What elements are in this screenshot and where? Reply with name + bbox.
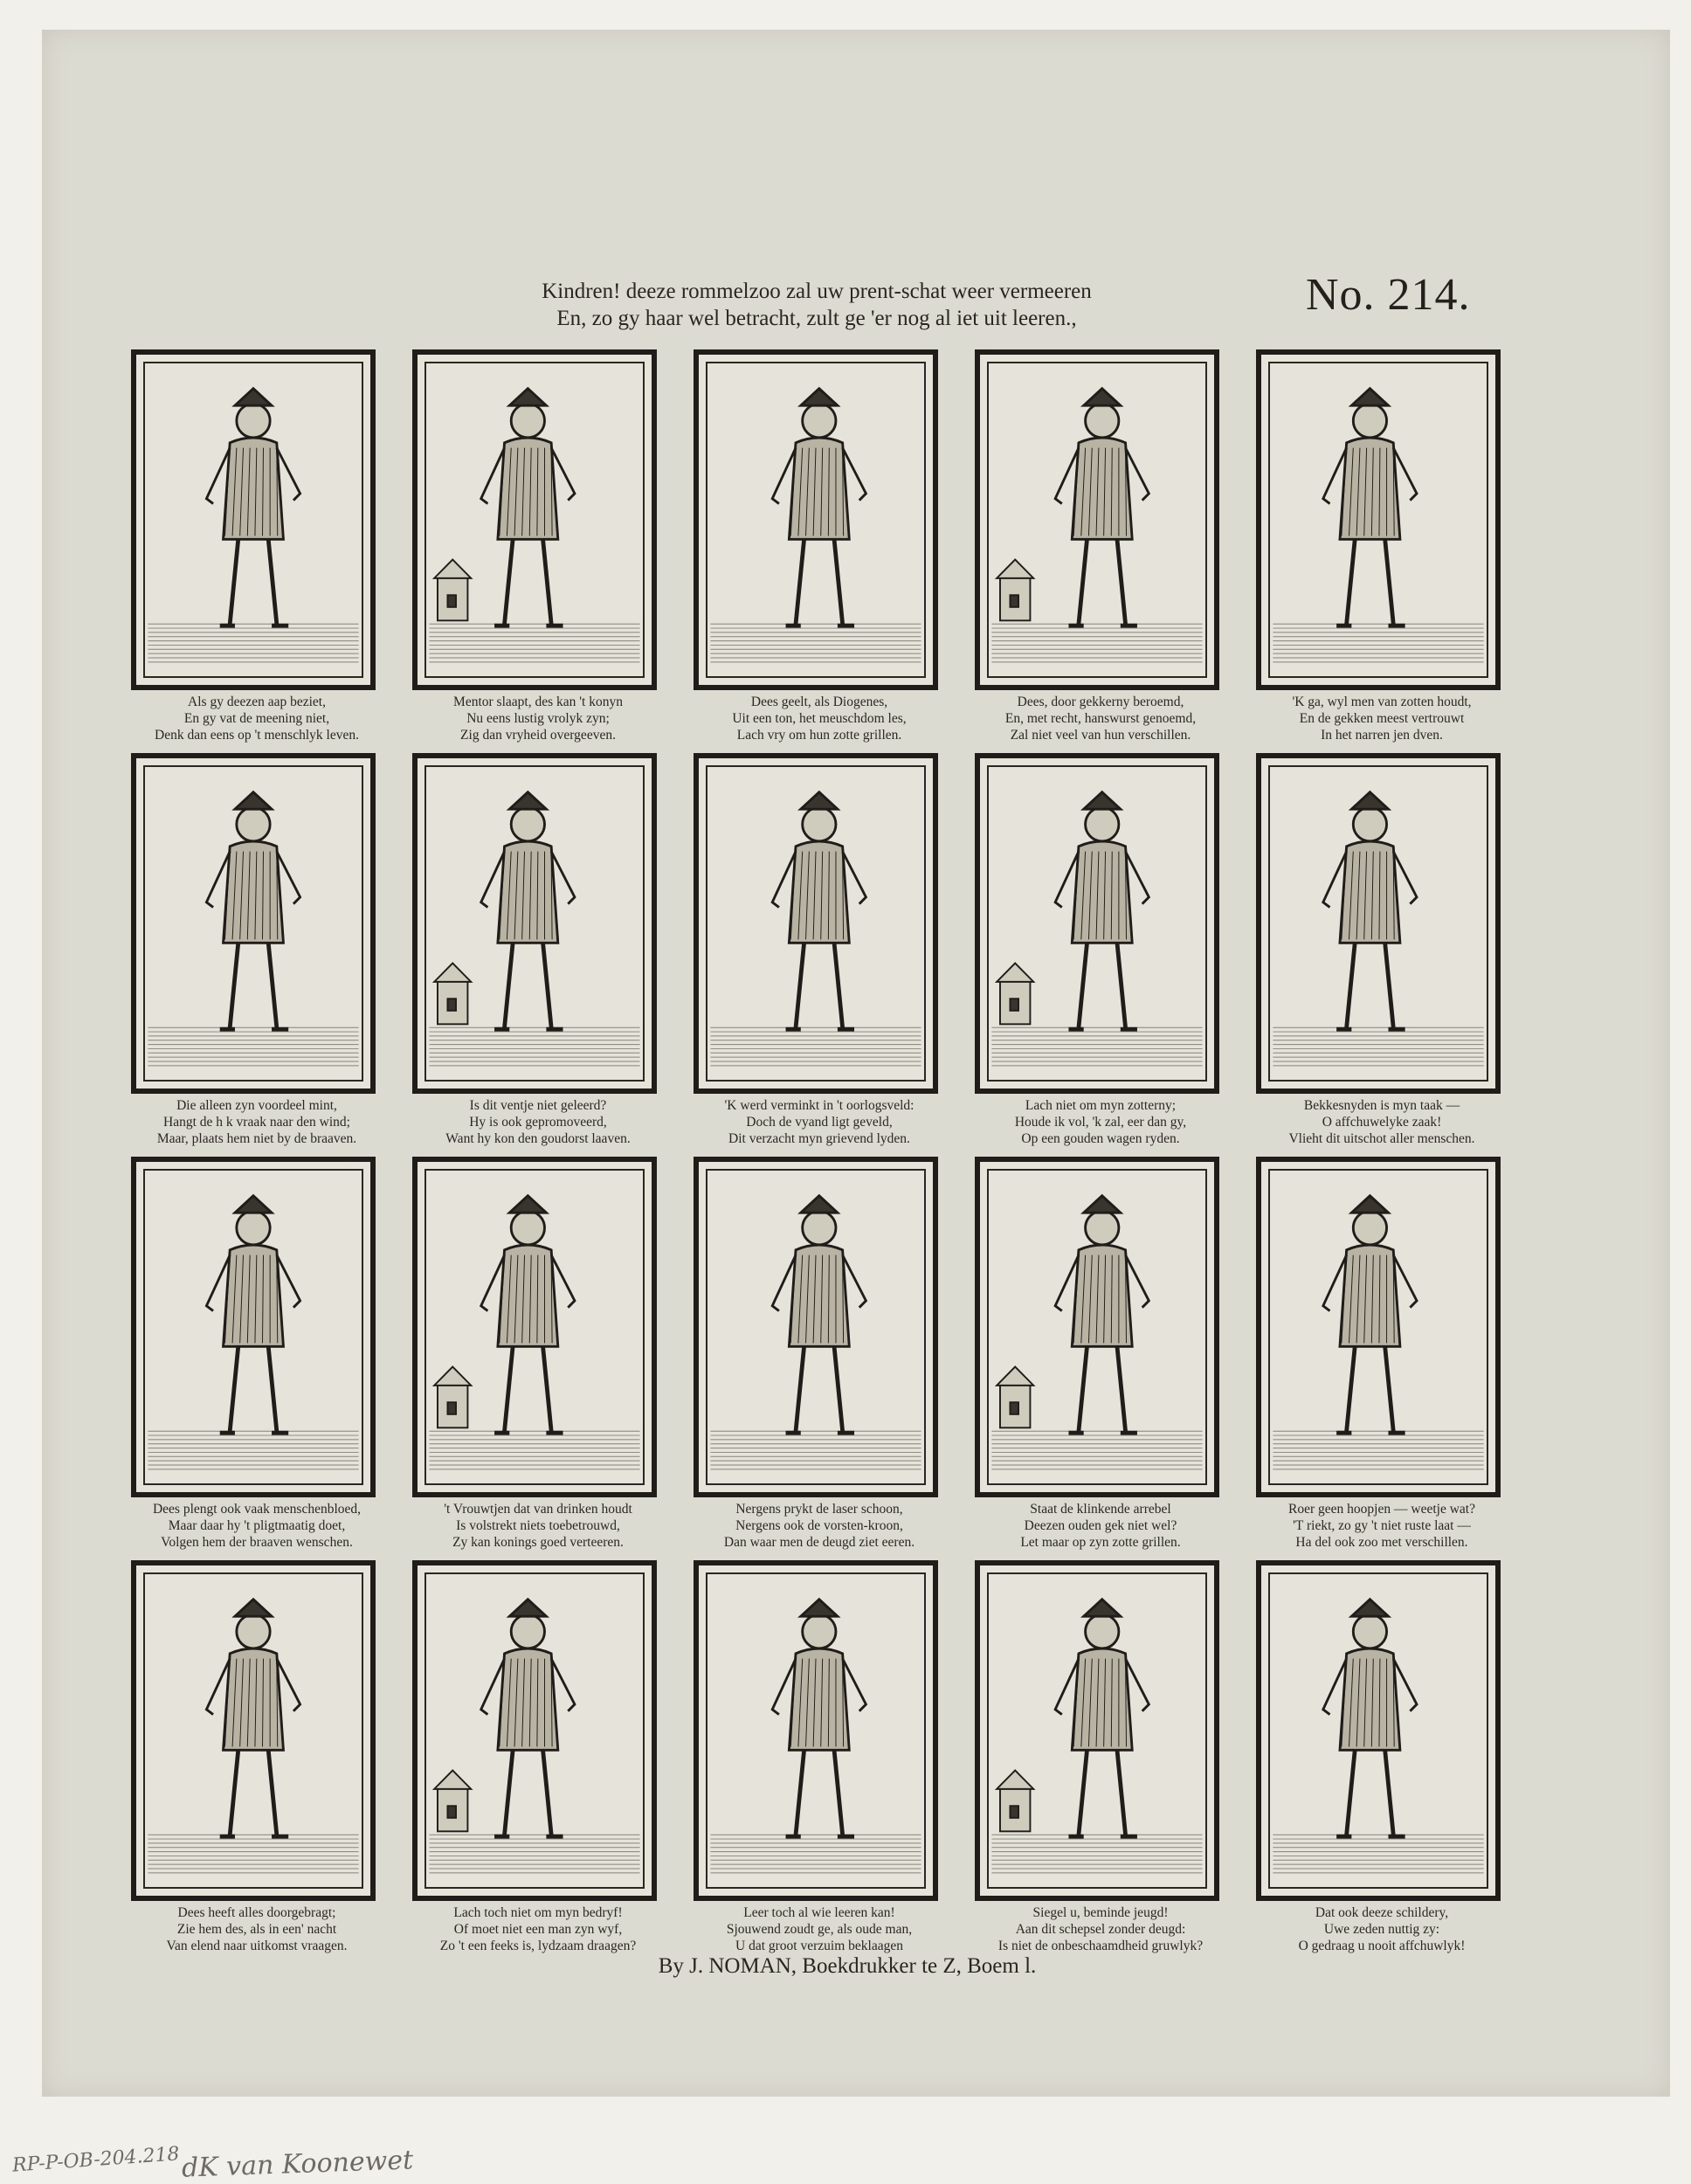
verse-line: En gy vat de meening niet, [183, 711, 330, 726]
print-cell [412, 1560, 671, 1955]
woodcut-image [412, 1560, 657, 1901]
verse-line: Zo 't een feeks is, lydzaam draagen? [439, 1939, 637, 1953]
verse-caption [1251, 1501, 1513, 1551]
print-cell [694, 1560, 952, 1955]
print-cell [131, 349, 390, 744]
woodcut-image [975, 1560, 1219, 1901]
verse-caption [126, 1904, 388, 1954]
woodcut-image [131, 1560, 376, 1901]
verse-line: Leer toch al wie leeren kan! [743, 1905, 895, 1920]
verse-line: Volgen hem der braaven wenschen. [161, 1535, 353, 1550]
verse-line: Let maar op zyn zotte grillen. [1020, 1535, 1181, 1550]
print-cell [131, 753, 390, 1148]
woodcut-image [131, 1157, 376, 1497]
verse-line: Want hy kon den goudorst laaven. [445, 1131, 631, 1146]
print-cell [131, 1560, 390, 1955]
collector-signature: dK van Koonewet [181, 2145, 414, 2184]
verse-line: Lach niet om myn zotterny; [1025, 1098, 1177, 1113]
print-cell [694, 753, 952, 1148]
print-cell [1256, 753, 1515, 1148]
verse-line: Zal niet veel van hun verschillen. [1010, 728, 1191, 743]
verse-line: Nergens ook de vorsten-kroon, [735, 1518, 903, 1533]
print-cell [975, 1157, 1233, 1552]
printer-imprint: By J. NOMAN, Boekdrukker te Z, Boem l. [658, 1954, 1037, 1978]
woodcut-image [131, 753, 376, 1094]
verse-caption [126, 694, 388, 743]
verse-line: O affchuwelyke zaak! [1322, 1115, 1442, 1130]
verse-line: Dit verzacht myn grievend lyden. [728, 1131, 910, 1146]
verse-line: Is volstrekt niets toebetrouwd, [456, 1518, 620, 1533]
woodcut-image [975, 349, 1219, 690]
print-cell [412, 1157, 671, 1552]
verse-caption [688, 1097, 950, 1147]
verse-line: Maar daar hy 't pligtmaatig doet, [168, 1518, 346, 1533]
verse-line: Of moet niet een man zyn wyf, [453, 1922, 623, 1937]
verse-caption [970, 1097, 1232, 1147]
print-cell [412, 753, 671, 1148]
verse-line: 'K ga, wyl men van zotten houdt, [1292, 695, 1472, 709]
print-number: No. 214. [1306, 270, 1471, 320]
verse-line: Nu eens lustig vrolyk zyn; [466, 711, 610, 726]
woodcut-image [1256, 753, 1501, 1094]
header-line-2: En, zo gy haar wel betracht, zult ge 'er nog al iet uit leeren., [556, 307, 1077, 330]
verse-caption [1251, 1904, 1513, 1954]
verse-line: Deezen ouden gek niet wel? [1024, 1518, 1177, 1533]
inventory-number: RP-P-OB-204.218 [11, 2143, 181, 2177]
verse-line: In het narren jen dven. [1321, 728, 1443, 743]
verse-caption [407, 694, 669, 743]
verse-line: Mentor slaapt, des kan 't konyn [453, 695, 623, 709]
verse-line: Aan dit schepsel zonder deugd: [1015, 1922, 1186, 1937]
woodcut-image [694, 349, 938, 690]
verse-line: Hangt de h k vraak naar den wind; [163, 1115, 350, 1130]
woodcut-image [975, 753, 1219, 1094]
verse-line: Zy kan konings goed verteeren. [452, 1535, 624, 1550]
woodcut-image [412, 349, 657, 690]
verse-caption [407, 1501, 669, 1551]
verse-line: Roer geen hoopjen — weetje wat? [1288, 1502, 1475, 1517]
verse-line: Ha del ook zoo met verschillen. [1295, 1535, 1468, 1550]
verse-line: Staat de klinkende arrebel [1030, 1502, 1171, 1517]
verse-line: Dat ook deeze schildery, [1315, 1905, 1449, 1920]
verse-line: Lach toch niet om myn bedryf! [453, 1905, 623, 1920]
verse-caption [1251, 1097, 1513, 1147]
print-cell [975, 753, 1233, 1148]
verse-line: Houde ik vol, 'k zal, eer dan gy, [1014, 1115, 1187, 1130]
verse-caption [126, 1501, 388, 1551]
verse-caption [1251, 694, 1513, 743]
verse-line: U dat groot verzuim beklaagen [735, 1939, 903, 1953]
verse-line: Dees geelt, als Diogenes, [750, 695, 888, 709]
verse-line: Denk dan eens op 't menschlyk leven. [155, 728, 359, 743]
verse-line: Vlieht dit uitschot aller menschen. [1288, 1131, 1475, 1146]
verse-line: Dees heeft alles doorgebragt; [177, 1905, 336, 1920]
verse-line: Dan waar men de deugd ziet eeren. [723, 1535, 915, 1550]
woodcut-image [412, 1157, 657, 1497]
verse-line: Hy is ook gepromoveerd, [469, 1115, 607, 1130]
verse-line: En de gekken meest vertrouwt [1299, 711, 1465, 726]
verse-line: Zig dan vryheid overgeeven. [460, 728, 616, 743]
woodcut-image [1256, 349, 1501, 690]
verse-caption [688, 1501, 950, 1551]
woodcut-image [1256, 1560, 1501, 1901]
verse-line: Nergens prykt de laser schoon, [735, 1502, 903, 1517]
print-cell [975, 1560, 1233, 1955]
verse-caption [970, 1904, 1232, 1954]
print-cell [1256, 1157, 1515, 1552]
verse-line: Dees plengt ook vaak menschenbloed, [152, 1502, 362, 1517]
print-cell [694, 1157, 952, 1552]
verse-caption [407, 1097, 669, 1147]
verse-line: Uwe zeden nuttig zy: [1323, 1922, 1440, 1937]
verse-line: Doch de vyand ligt geveld, [746, 1115, 893, 1130]
verse-line: Van elend naar uitkomst vraagen. [166, 1939, 348, 1953]
print-cell [412, 349, 671, 744]
verse-line: 'K werd verminkt in 't oorlogsveld: [724, 1098, 915, 1113]
verse-line: Is niet de onbeschaamdheid gruwlyk? [997, 1939, 1204, 1953]
verse-line: Dees, door gekkerny beroemd, [1017, 695, 1184, 709]
woodcut-image [975, 1157, 1219, 1497]
verse-caption [688, 1904, 950, 1954]
print-cell [1256, 1560, 1515, 1955]
header [459, 278, 1175, 332]
print-cell [975, 349, 1233, 744]
verse-line: Als gy deezen aap beziet, [188, 695, 326, 709]
verse-caption [688, 694, 950, 743]
print-cell [1256, 349, 1515, 744]
woodcut-image [131, 349, 376, 690]
verse-caption [126, 1097, 388, 1147]
verse-line: Is dit ventje niet geleerd? [469, 1098, 607, 1113]
verse-line: Lach vry om hun zotte grillen. [736, 728, 902, 743]
verse-line: Zie hem des, als in een' nacht [176, 1922, 337, 1937]
verse-caption [970, 1501, 1232, 1551]
verse-line: En, met recht, hanswurst genoemd, [1004, 711, 1197, 726]
woodcut-image [1256, 1157, 1501, 1497]
header-line-1: Kindren! deeze rommelzoo zal uw prent-schat weer vermeeren [542, 280, 1092, 303]
verse-line: 't Vrouwtjen dat van drinken houdt [444, 1502, 632, 1517]
verse-line: Uit een ton, het meuschdom les, [732, 711, 907, 726]
verse-line: O gedraag u nooit affchuwlyk! [1298, 1939, 1466, 1953]
verse-line: Die alleen zyn voordeel mint, [176, 1098, 337, 1113]
woodcut-image [694, 1560, 938, 1901]
verse-caption [407, 1904, 669, 1954]
print-cell [694, 349, 952, 744]
woodcut-image [694, 1157, 938, 1497]
verse-line: Bekkesnyden is myn taak — [1303, 1098, 1460, 1113]
verse-line: Op een gouden wagen ryden. [1021, 1131, 1180, 1146]
verse-line: 'T riekt, zo gy 't niet ruste laat — [1293, 1518, 1471, 1533]
woodcut-grid [131, 349, 1502, 1953]
verse-line: Sjouwend zoudt ge, als oude man, [726, 1922, 913, 1937]
woodcut-image [694, 753, 938, 1094]
print-cell [131, 1157, 390, 1552]
verse-caption [970, 694, 1232, 743]
verse-line: Maar, plaats hem niet by de braaven. [156, 1131, 357, 1146]
woodcut-image [412, 753, 657, 1094]
verse-line: Siegel u, beminde jeugd! [1032, 1905, 1169, 1920]
